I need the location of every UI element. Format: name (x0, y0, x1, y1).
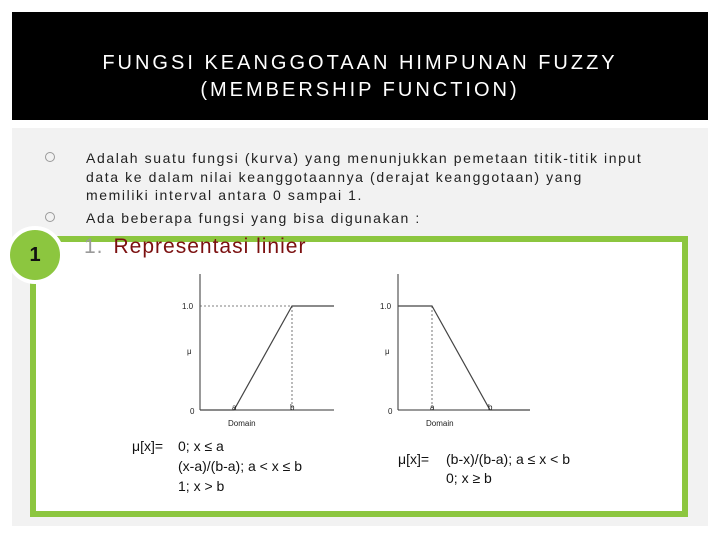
x-axis-label: Domain (228, 419, 256, 428)
bullet-text-line: data ke dalam nilai keanggotaannya (derajat keanggotaan) yang (86, 169, 583, 185)
title-bar (12, 12, 708, 120)
y-tick-mu: μ (385, 347, 390, 356)
slide-subtitle: (MEMBERSHIP FUNCTION) (200, 79, 520, 101)
x-tick-b: b (488, 403, 493, 412)
bullet-text-line: Adalah suatu fungsi (kurva) yang menunjukkan pemetaan titik-titik input (86, 150, 643, 166)
membership-curve (398, 306, 530, 410)
membership-curve (200, 306, 334, 410)
slide-title: FUNGSI KEANGGOTAAN HIMPUNAN FUZZY (102, 52, 618, 74)
x-axis-label: Domain (426, 419, 454, 428)
y-tick-mu: μ (187, 347, 192, 356)
formula-case: (b-x)/(b-a); a ≤ x < b (446, 451, 570, 467)
formula-increasing (126, 433, 344, 501)
section-heading (84, 235, 306, 259)
x-tick-a: a (232, 403, 237, 412)
graph-decreasing (380, 274, 530, 428)
y-tick-zero: 0 (388, 407, 393, 416)
x-tick-b: b (290, 403, 295, 412)
y-tick-zero: 0 (190, 407, 195, 416)
formula-case: 0; x ≥ b (446, 470, 492, 486)
graphs-svg (166, 264, 540, 432)
formula-case: 0; x ≤ a (178, 438, 224, 454)
formula-case: (x-a)/(b-a); a < x ≤ b (178, 458, 302, 474)
section-item-label: Representasi linier (113, 235, 307, 258)
y-tick-top: 1.0 (182, 302, 194, 311)
bullet-text: Ada beberapa fungsi yang bisa digunakan : (86, 210, 421, 226)
graph-increasing (182, 274, 334, 428)
formula-lhs: μ[x]= (132, 438, 164, 454)
bullet-text-line: memiliki interval antara 0 sampai 1. (86, 187, 364, 203)
x-tick-a: a (430, 403, 435, 412)
formula-lhs: μ[x]= (398, 451, 430, 467)
section-item-number: 1. (84, 235, 104, 258)
formula-case: 1; x > b (178, 478, 225, 494)
y-tick-top: 1.0 (380, 302, 392, 311)
bullet-ring-icon (45, 212, 55, 222)
membership-graphs (166, 264, 540, 432)
formula-decreasing (390, 433, 604, 501)
section-number-badge: 1 (6, 226, 64, 284)
bullet-ring-icon (45, 152, 55, 162)
